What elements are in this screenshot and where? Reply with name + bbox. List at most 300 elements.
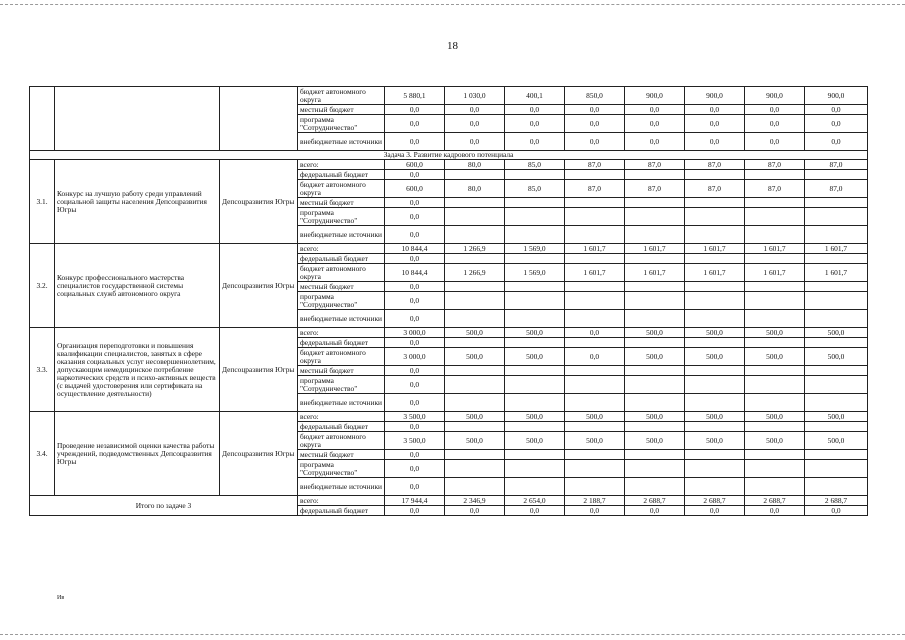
amount-cell <box>745 254 805 264</box>
item-number: 3.1. <box>30 160 55 244</box>
amount-cell: 0,0 <box>385 394 445 412</box>
table-body <box>30 87 868 516</box>
amount-cell <box>505 292 565 310</box>
amount-cell <box>745 366 805 376</box>
amount-cell <box>685 450 745 460</box>
table-row <box>30 87 868 105</box>
amount-cell <box>625 366 685 376</box>
amount-cell: 17 944,4 <box>385 496 445 506</box>
amount-cell: 500,0 <box>445 328 505 338</box>
cont-number-cell <box>30 87 55 151</box>
amount-cell: 2 688,7 <box>685 496 745 506</box>
amount-cell <box>685 366 745 376</box>
amount-cell <box>805 376 868 394</box>
amount-cell: 500,0 <box>625 412 685 422</box>
amount-cell <box>565 450 625 460</box>
amount-cell <box>625 254 685 264</box>
funding-source: бюджет автономного округа <box>298 264 385 282</box>
funding-source: всего: <box>298 328 385 338</box>
amount-cell <box>745 338 805 348</box>
amount-cell: 500,0 <box>445 348 505 366</box>
amount-cell <box>505 376 565 394</box>
amount-cell <box>685 226 745 244</box>
amount-cell: 1 601,7 <box>685 244 745 254</box>
funding-source: местный бюджет <box>298 282 385 292</box>
amount-cell: 10 844,4 <box>385 264 445 282</box>
amount-cell: 87,0 <box>745 180 805 198</box>
amount-cell <box>745 460 805 478</box>
amount-cell <box>445 478 505 496</box>
amount-cell: 0,0 <box>385 506 445 516</box>
funding-source: бюджет автономного округа <box>298 180 385 198</box>
amount-cell: 0,0 <box>385 208 445 226</box>
amount-cell: 2 346,9 <box>445 496 505 506</box>
amount-cell: 0,0 <box>565 506 625 516</box>
amount-cell: 900,0 <box>805 87 868 105</box>
amount-cell: 1 601,7 <box>745 244 805 254</box>
amount-cell: 2 188,7 <box>565 496 625 506</box>
amount-cell: 0,0 <box>685 133 745 151</box>
amount-cell <box>565 422 625 432</box>
amount-cell: 1 030,0 <box>445 87 505 105</box>
funding-source: всего: <box>298 244 385 254</box>
amount-cell <box>505 310 565 328</box>
amount-cell <box>745 310 805 328</box>
amount-cell: 500,0 <box>685 348 745 366</box>
amount-cell: 0,0 <box>565 115 625 133</box>
footer-mark: Ив <box>57 595 65 601</box>
amount-cell <box>565 478 625 496</box>
amount-cell: 0,0 <box>625 105 685 115</box>
amount-cell: 2 688,7 <box>805 496 868 506</box>
amount-cell: 500,0 <box>745 348 805 366</box>
amount-cell: 0,0 <box>685 105 745 115</box>
amount-cell <box>805 338 868 348</box>
amount-cell <box>565 292 625 310</box>
amount-cell: 0,0 <box>805 115 868 133</box>
amount-cell <box>445 422 505 432</box>
amount-cell <box>745 198 805 208</box>
funding-source: федеральный бюджет <box>298 338 385 348</box>
amount-cell: 600,0 <box>385 160 445 170</box>
amount-cell <box>805 208 868 226</box>
amount-cell <box>805 460 868 478</box>
budget-table <box>29 86 868 516</box>
funding-source: бюджет автономного округа <box>298 87 385 105</box>
amount-cell: 3 000,0 <box>385 328 445 338</box>
funding-source: федеральный бюджет <box>298 170 385 180</box>
amount-cell: 2 688,7 <box>745 496 805 506</box>
table-row <box>30 328 868 338</box>
amount-cell: 0,0 <box>565 348 625 366</box>
amount-cell: 0,0 <box>445 506 505 516</box>
amount-cell: 0,0 <box>385 450 445 460</box>
funding-source: федеральный бюджет <box>298 506 385 516</box>
amount-cell: 1 601,7 <box>805 264 868 282</box>
amount-cell <box>625 170 685 180</box>
amount-cell <box>625 338 685 348</box>
amount-cell <box>565 208 625 226</box>
amount-cell <box>685 422 745 432</box>
amount-cell <box>805 310 868 328</box>
amount-cell: 0,0 <box>745 506 805 516</box>
amount-cell: 0,0 <box>385 282 445 292</box>
amount-cell: 500,0 <box>745 328 805 338</box>
amount-cell <box>505 254 565 264</box>
amount-cell <box>805 394 868 412</box>
amount-cell: 87,0 <box>805 160 868 170</box>
amount-cell: 1 601,7 <box>805 244 868 254</box>
amount-cell <box>805 292 868 310</box>
amount-cell: 500,0 <box>805 348 868 366</box>
funding-source: внебюджетные источники <box>298 310 385 328</box>
amount-cell: 87,0 <box>625 180 685 198</box>
amount-cell <box>685 310 745 328</box>
amount-cell <box>565 310 625 328</box>
amount-cell: 0,0 <box>505 115 565 133</box>
amount-cell: 0,0 <box>505 133 565 151</box>
amount-cell: 500,0 <box>745 412 805 422</box>
amount-cell: 0,0 <box>565 105 625 115</box>
amount-cell: 0,0 <box>685 506 745 516</box>
funding-source: программа "Сотрудничество" <box>298 115 385 133</box>
amount-cell <box>625 226 685 244</box>
amount-cell <box>685 460 745 478</box>
amount-cell <box>745 208 805 226</box>
amount-cell: 87,0 <box>685 180 745 198</box>
amount-cell: 1 601,7 <box>685 264 745 282</box>
amount-cell: 85,0 <box>505 180 565 198</box>
amount-cell <box>625 198 685 208</box>
amount-cell <box>565 170 625 180</box>
amount-cell: 0,0 <box>505 506 565 516</box>
amount-cell <box>625 450 685 460</box>
amount-cell <box>745 422 805 432</box>
amount-cell <box>565 254 625 264</box>
cont-responsible-cell <box>220 87 298 151</box>
amount-cell: 500,0 <box>505 432 565 450</box>
item-responsible: Депсоцразвития Югры <box>220 160 298 244</box>
amount-cell <box>565 226 625 244</box>
amount-cell: 87,0 <box>685 160 745 170</box>
amount-cell: 87,0 <box>625 160 685 170</box>
amount-cell: 850,0 <box>565 87 625 105</box>
amount-cell: 500,0 <box>505 328 565 338</box>
amount-cell <box>805 226 868 244</box>
amount-cell: 1 266,9 <box>445 264 505 282</box>
amount-cell: 0,0 <box>805 506 868 516</box>
amount-cell: 500,0 <box>445 432 505 450</box>
item-name: Конкурс на лучшую работу среди управлений социальной защиты населения Депсоцразвития Югры <box>55 160 220 244</box>
amount-cell: 87,0 <box>565 160 625 170</box>
amount-cell: 500,0 <box>445 412 505 422</box>
amount-cell <box>505 478 565 496</box>
amount-cell <box>685 338 745 348</box>
amount-cell <box>625 422 685 432</box>
amount-cell <box>805 478 868 496</box>
amount-cell: 80,0 <box>445 160 505 170</box>
item-responsible: Депсоцразвития Югры <box>220 412 298 496</box>
table-row <box>30 412 868 422</box>
amount-cell: 0,0 <box>385 254 445 264</box>
amount-cell: 1 601,7 <box>625 264 685 282</box>
amount-cell: 1 569,0 <box>505 264 565 282</box>
amount-cell <box>625 310 685 328</box>
amount-cell: 0,0 <box>745 115 805 133</box>
amount-cell: 0,0 <box>445 115 505 133</box>
amount-cell: 500,0 <box>625 432 685 450</box>
amount-cell: 0,0 <box>445 133 505 151</box>
amount-cell <box>745 226 805 244</box>
amount-cell <box>625 376 685 394</box>
amount-cell <box>505 394 565 412</box>
amount-cell: 1 601,7 <box>745 264 805 282</box>
funding-source: программа "Сотрудничество" <box>298 292 385 310</box>
amount-cell <box>445 282 505 292</box>
amount-cell <box>505 450 565 460</box>
amount-cell: 0,0 <box>685 115 745 133</box>
amount-cell <box>565 376 625 394</box>
funding-source: внебюджетные источники <box>298 394 385 412</box>
amount-cell: 80,0 <box>445 180 505 198</box>
amount-cell: 0,0 <box>805 105 868 115</box>
table-row <box>30 244 868 254</box>
amount-cell: 87,0 <box>805 180 868 198</box>
amount-cell <box>505 460 565 478</box>
amount-cell <box>745 292 805 310</box>
amount-cell <box>685 292 745 310</box>
item-name: Проведение независимой оценки качества работы учреждений, подведомственных Депсоцразвития Югры <box>55 412 220 496</box>
amount-cell: 1 601,7 <box>565 264 625 282</box>
amount-cell <box>805 198 868 208</box>
amount-cell: 900,0 <box>625 87 685 105</box>
amount-cell <box>565 282 625 292</box>
amount-cell <box>745 478 805 496</box>
amount-cell: 500,0 <box>625 328 685 338</box>
amount-cell <box>625 282 685 292</box>
amount-cell: 900,0 <box>745 87 805 105</box>
funding-source: местный бюджет <box>298 105 385 115</box>
amount-cell: 0,0 <box>385 310 445 328</box>
funding-source: бюджет автономного округа <box>298 348 385 366</box>
item-name: Конкурс профессионального мастерства специалистов государственной системы социальных служб автономного округа <box>55 244 220 328</box>
amount-cell: 500,0 <box>805 412 868 422</box>
amount-cell <box>445 254 505 264</box>
amount-cell <box>805 254 868 264</box>
amount-cell: 500,0 <box>505 348 565 366</box>
funding-source: местный бюджет <box>298 450 385 460</box>
funding-source: бюджет автономного округа <box>298 432 385 450</box>
amount-cell: 0,0 <box>385 115 445 133</box>
amount-cell: 500,0 <box>505 412 565 422</box>
item-number: 3.4. <box>30 412 55 496</box>
amount-cell <box>505 170 565 180</box>
amount-cell: 10 844,4 <box>385 244 445 254</box>
amount-cell <box>505 338 565 348</box>
amount-cell: 500,0 <box>805 432 868 450</box>
amount-cell: 1 601,7 <box>625 244 685 254</box>
amount-cell: 500,0 <box>565 412 625 422</box>
amount-cell: 500,0 <box>685 432 745 450</box>
amount-cell: 0,0 <box>385 478 445 496</box>
amount-cell: 3 000,0 <box>385 348 445 366</box>
amount-cell <box>685 208 745 226</box>
amount-cell <box>685 478 745 496</box>
amount-cell: 5 880,1 <box>385 87 445 105</box>
amount-cell <box>625 208 685 226</box>
amount-cell: 0,0 <box>385 105 445 115</box>
item-name: Организация переподготовки и повышения квалификации специалистов, занятых в сфере оказания социальных услуг несовершеннолетним, допускающим немедицинское потребление наркотических средств и психо-активных веществ (с выдачей удостоверения или сертификата на осуществление деятельности) <box>55 328 220 412</box>
funding-source: местный бюджет <box>298 198 385 208</box>
amount-cell: 3 500,0 <box>385 432 445 450</box>
amount-cell: 0,0 <box>445 105 505 115</box>
funding-source: внебюджетные источники <box>298 133 385 151</box>
amount-cell <box>445 394 505 412</box>
amount-cell <box>805 282 868 292</box>
amount-cell <box>445 170 505 180</box>
funding-source: всего: <box>298 412 385 422</box>
funding-source: федеральный бюджет <box>298 254 385 264</box>
table-row <box>30 496 868 506</box>
amount-cell: 500,0 <box>685 328 745 338</box>
amount-cell: 500,0 <box>805 328 868 338</box>
amount-cell <box>745 450 805 460</box>
amount-cell: 0,0 <box>565 133 625 151</box>
item-number: 3.2. <box>30 244 55 328</box>
amount-cell: 500,0 <box>565 432 625 450</box>
amount-cell <box>505 198 565 208</box>
amount-cell <box>745 376 805 394</box>
amount-cell <box>625 394 685 412</box>
amount-cell: 0,0 <box>805 133 868 151</box>
funding-source: всего: <box>298 160 385 170</box>
amount-cell <box>805 450 868 460</box>
funding-source: внебюджетные источники <box>298 478 385 496</box>
amount-cell: 1 266,9 <box>445 244 505 254</box>
amount-cell <box>445 226 505 244</box>
cont-name-cell <box>55 87 220 151</box>
amount-cell: 900,0 <box>685 87 745 105</box>
section-title: Задача 3. Развитие кадрового потенциала <box>30 151 868 160</box>
amount-cell <box>505 366 565 376</box>
amount-cell <box>505 226 565 244</box>
amount-cell: 0,0 <box>565 328 625 338</box>
amount-cell: 2 688,7 <box>625 496 685 506</box>
amount-cell <box>685 198 745 208</box>
amount-cell: 0,0 <box>385 376 445 394</box>
funding-source: программа "Сотрудничество" <box>298 208 385 226</box>
amount-cell: 500,0 <box>625 348 685 366</box>
funding-source: федеральный бюджет <box>298 422 385 432</box>
amount-cell <box>805 422 868 432</box>
amount-cell <box>445 376 505 394</box>
amount-cell <box>505 208 565 226</box>
amount-cell: 0,0 <box>745 105 805 115</box>
amount-cell <box>745 394 805 412</box>
amount-cell: 0,0 <box>625 133 685 151</box>
amount-cell <box>805 366 868 376</box>
funding-source: программа "Сотрудничество" <box>298 376 385 394</box>
scan-bottom-edge <box>0 634 905 635</box>
amount-cell: 0,0 <box>625 506 685 516</box>
amount-cell <box>445 366 505 376</box>
amount-cell: 1 569,0 <box>505 244 565 254</box>
amount-cell: 0,0 <box>385 133 445 151</box>
item-responsible: Депсоцразвития Югры <box>220 244 298 328</box>
item-number: 3.3. <box>30 328 55 412</box>
scan-top-edge <box>0 4 905 5</box>
amount-cell <box>445 310 505 328</box>
table-row <box>30 160 868 170</box>
amount-cell <box>445 460 505 478</box>
amount-cell <box>685 376 745 394</box>
amount-cell <box>685 170 745 180</box>
amount-cell: 0,0 <box>385 198 445 208</box>
funding-source: местный бюджет <box>298 366 385 376</box>
amount-cell <box>445 208 505 226</box>
amount-cell <box>565 366 625 376</box>
amount-cell <box>505 422 565 432</box>
item-responsible: Депсоцразвития Югры <box>220 328 298 412</box>
amount-cell: 87,0 <box>565 180 625 198</box>
amount-cell: 85,0 <box>505 160 565 170</box>
funding-source: всего: <box>298 496 385 506</box>
amount-cell <box>685 254 745 264</box>
amount-cell <box>565 460 625 478</box>
amount-cell: 2 654,0 <box>505 496 565 506</box>
amount-cell <box>745 170 805 180</box>
amount-cell: 87,0 <box>745 160 805 170</box>
amount-cell: 500,0 <box>745 432 805 450</box>
amount-cell: 0,0 <box>385 226 445 244</box>
amount-cell <box>685 394 745 412</box>
amount-cell: 0,0 <box>385 366 445 376</box>
total-label: Итого по задаче 3 <box>30 496 298 516</box>
amount-cell: 0,0 <box>505 105 565 115</box>
page-number: 18 <box>447 40 458 52</box>
amount-cell: 500,0 <box>685 412 745 422</box>
funding-source: внебюджетные источники <box>298 226 385 244</box>
amount-cell <box>625 478 685 496</box>
amount-cell: 600,0 <box>385 180 445 198</box>
amount-cell: 0,0 <box>385 170 445 180</box>
amount-cell: 0,0 <box>385 292 445 310</box>
amount-cell <box>445 338 505 348</box>
amount-cell <box>805 170 868 180</box>
amount-cell: 0,0 <box>385 422 445 432</box>
amount-cell <box>445 292 505 310</box>
amount-cell <box>565 198 625 208</box>
funding-source: программа "Сотрудничество" <box>298 460 385 478</box>
amount-cell: 400,1 <box>505 87 565 105</box>
amount-cell <box>565 394 625 412</box>
amount-cell <box>565 338 625 348</box>
amount-cell <box>505 282 565 292</box>
amount-cell: 0,0 <box>385 338 445 348</box>
section-row <box>30 151 868 160</box>
amount-cell <box>625 292 685 310</box>
amount-cell: 3 500,0 <box>385 412 445 422</box>
amount-cell <box>445 198 505 208</box>
amount-cell: 1 601,7 <box>565 244 625 254</box>
amount-cell: 0,0 <box>385 460 445 478</box>
amount-cell <box>625 460 685 478</box>
amount-cell: 0,0 <box>745 133 805 151</box>
amount-cell <box>745 282 805 292</box>
amount-cell: 0,0 <box>625 115 685 133</box>
amount-cell <box>685 282 745 292</box>
amount-cell <box>445 450 505 460</box>
